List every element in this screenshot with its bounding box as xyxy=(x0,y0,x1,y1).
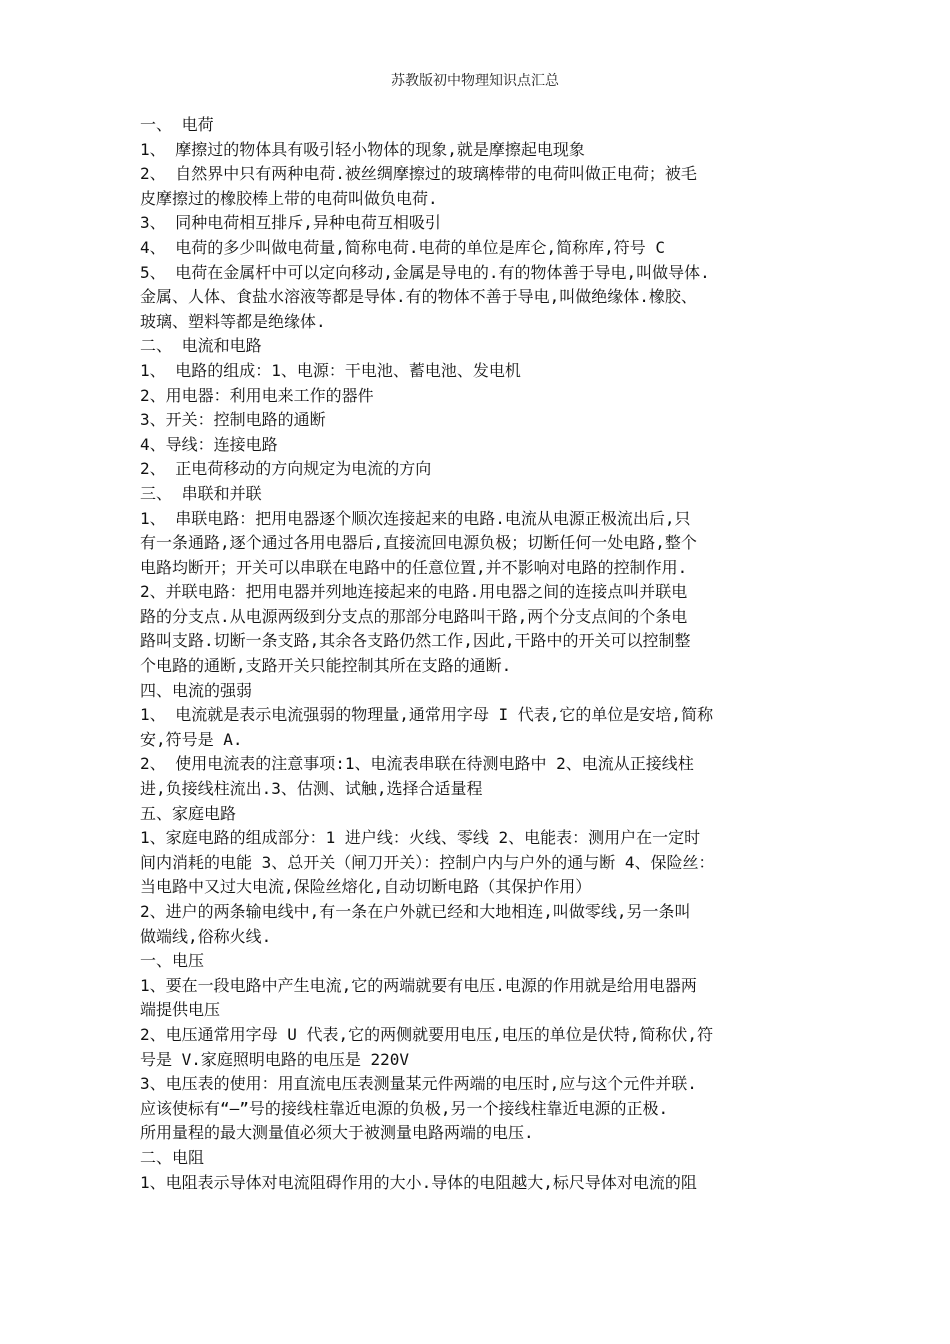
text-line: 2、 自然界中只有两种电荷.被丝绸摩擦过的玻璃棒带的电荷叫做正电荷；被毛 xyxy=(140,164,697,184)
text-line: 1、家庭电路的组成部分：1 进户线：火线、零线 2、电能表：测用户在一定时 xyxy=(140,828,701,848)
text-line: 1、 摩擦过的物体具有吸引轻小物体的现象,就是摩擦起电现象 xyxy=(140,139,585,159)
text-line: 间内消耗的电能 3、总开关（闸刀开关）：控制户内与户外的通与断 4、保险丝： xyxy=(140,852,715,872)
text-line: 一、 电荷 xyxy=(140,115,214,134)
text-line: 5、 电荷在金属杆中可以定向移动,金属是导电的.有的物体善于导电,叫做导体. xyxy=(140,262,710,282)
text-line: 所用量程的最大测量值必须大于被测量电路两端的电压. xyxy=(140,1123,534,1143)
text-line: 2、并联电路：把用电器并列地连接起来的电路.用电器之间的连接点叫并联电 xyxy=(140,582,688,602)
text-line: 号是 V.家庭照明电路的电压是 220V xyxy=(140,1049,410,1069)
text-line: 皮摩擦过的橡胶棒上带的电荷叫做负电荷. xyxy=(140,188,438,208)
text-line: 2、 正电荷移动的方向规定为电流的方向 xyxy=(140,459,432,479)
text-line: 1、 串联电路：把用电器逐个顺次连接起来的电路.电流从电源正极流出后,只 xyxy=(140,508,691,528)
text-line: 2、进户的两条输电线中,有一条在户外就已经和大地相连,叫做零线,另一条叫 xyxy=(140,902,691,921)
text-line: 四、电流的强弱 xyxy=(140,680,253,700)
text-line: 二、 电流和电路 xyxy=(140,336,262,356)
text-line: 安,符号是 A. xyxy=(140,729,243,749)
text-line: 金属、人体、食盐水溶液等都是导体.有的物体不善于导电,叫做绝缘体.橡胶、 xyxy=(140,287,697,307)
text-line: 4、导线：连接电路 xyxy=(140,434,278,454)
text-line: 2、电压通常用字母 U 代表,它的两侧就要用电压,电压的单位是伏特,简称伏,符 xyxy=(140,1024,714,1044)
text-line: 进,负接线柱流出.3、估测、试触,选择合适量程 xyxy=(140,779,483,799)
text-line: 路叫支路.切断一条支路,其余各支路仍然工作,因此,干路中的开关可以控制整 xyxy=(140,631,691,651)
text-line: 三、 串联和并联 xyxy=(140,483,262,503)
text-line: 二、电阻 xyxy=(140,1147,205,1167)
text-line: 2、 使用电流表的注意事项:1、电流表串联在待测电路中 2、电流从正接线柱 xyxy=(140,754,694,774)
text-line: 做端线,俗称火线. xyxy=(140,926,272,946)
text-line: 一、电压 xyxy=(140,951,205,971)
text-line: 端提供电压 xyxy=(140,1000,221,1020)
text-line: 1、 电路的组成：1、电源：干电池、蓄电池、发电机 xyxy=(140,360,521,380)
text-line: 3、电压表的使用：用直流电压表测量某元件两端的电压时,应与这个元件并联. xyxy=(140,1074,697,1094)
text-line: 3、 同种电荷相互排斥,异种电荷互相吸引 xyxy=(140,213,441,233)
text-line: 当电路中又过大电流,保险丝熔化,自动切断电路（其保护作用） xyxy=(140,877,592,897)
text-line: 个电路的通断,支路开关只能控制其所在支路的通断. xyxy=(140,656,512,676)
text-line: 3、开关：控制电路的通断 xyxy=(140,410,326,430)
text-line: 路的分支点.从电源两级到分支点的那部分电路叫干路,两个分支点间的个条电 xyxy=(140,606,688,626)
document-body xyxy=(140,113,816,1195)
page-title: 苏教版初中物理知识点汇总 xyxy=(391,73,559,89)
text-line: 1、 电流就是表示电流强弱的物理量,通常用字母 I 代表,它的单位是安培,简称 xyxy=(140,705,714,725)
text-line: 玻璃、塑料等都是绝缘体. xyxy=(140,311,326,331)
text-line: 1、要在一段电路中产生电流,它的两端就要有电压.电源的作用就是给用电器两 xyxy=(140,975,697,995)
text-line: 电路均断开；开关可以串联在电路中的任意位置,并不影响对电路的控制作用. xyxy=(140,557,688,577)
text-line: 1、电阻表示导体对电流阻碍作用的大小.导体的电阻越大,标尺导体对电流的阻 xyxy=(140,1172,697,1192)
text-line: 应该使标有“—”号的接线柱靠近电源的负极,另一个接线柱靠近电源的正极. xyxy=(140,1098,669,1118)
text-line: 有一条通路,逐个通过各用电器后,直接流回电源负极；切断任何一处电路,整个 xyxy=(140,533,697,553)
text-line: 2、用电器：利用电来工作的器件 xyxy=(140,385,374,405)
text-line: 4、 电荷的多少叫做电荷量,简称电荷.电荷的单位是库仑,简称库,符号 C xyxy=(140,237,666,257)
text-line: 五、家庭电路 xyxy=(140,803,237,823)
